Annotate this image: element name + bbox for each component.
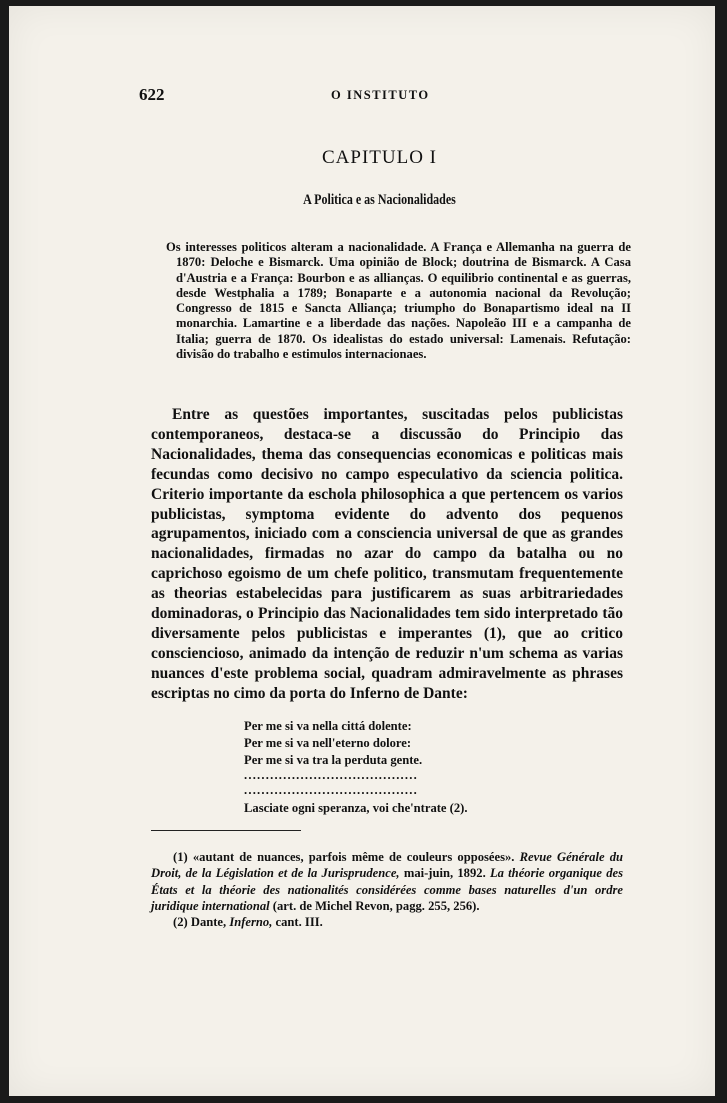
verse-line-4: Lasciate ogni speranza, voi che'ntrate (2). xyxy=(244,801,468,815)
footnote-2-number: (2) xyxy=(173,915,188,930)
chapter-summary: Os interesses politicos alteram a nacionalidade. A França e Allemanha na guerra de 1870: Deloche e Bismarck. Uma opinião de Block; doutrina de Bismarck. A Casa d'Austria e a França: Bourbon e as allianças. O equilibrio continental e as guerras, desde Westphalia a 1789; Bonaparte e a autonomia nacional da Revolução; Congresso de 1815 e Sancta Alliança; triumpho do Bonapartismo ideal na II monarchia. Lamartine e a liberdade das nações. Napoleão III e a campanha de Italia; guerra de 1870. Os idealistas do estado universal: Lamenais. Refutação: divisão do trabalho e estimulos internacionaes. xyxy=(166,240,631,362)
footnote-2-author: Dante, xyxy=(190,915,227,930)
footnote-1-work: La théorie organique des États et la théorie des nationalités considérées comme bases naturelles d'un ordre juridique international xyxy=(151,866,623,913)
footnote-1 xyxy=(151,849,623,914)
verse-ellipsis-1: ........................................ xyxy=(244,768,418,782)
footnote-2 xyxy=(151,914,623,930)
running-title: O INSTITUTO xyxy=(331,88,430,102)
verse-line-3: Per me si va tra la perduta gente. xyxy=(244,753,423,767)
footnote-1-number: (1) xyxy=(173,850,188,864)
verse-ellipsis-2: ........................................ xyxy=(244,783,418,797)
footnote-1-source: Revue Générale du Droit, de la Législation et de la Jurisprudence, xyxy=(151,850,624,881)
body-paragraph: Entre as questões importantes, suscitadas pelos publicistas contemporaneos, destaca-se a discussão do Principio das Nacionalidades, thema das consequencias economicas e politicas mais fecundas como decisivo no campo especulativo da sciencia politica. Criterio importante da eschola philosophica a que pertencem os varios publicistas, symptoma evidente do advento dos pequenos agrupamentos, iniciado com a consciencia universal de que as grandes nacionalidades, firmadas no azar do campo da batalha ou no caprichoso egoismo de um chefe politico, transmutam frequentemente as theorias estabelecidas para justificarem as suas arbitrariedades dominadoras, o Principio das Nacionalidades tem sido interpretado tão diversamente pelos publicistas e imperantes (1), que ao critico consciencioso, animado da intenção de reduzir n'um schema as varias nuances d'este problema social, quadram admiravelmente as phrases escriptas no cimo da porta do Inferno de Dante: xyxy=(151,406,623,702)
footnote-2-reference: cant. III. xyxy=(275,915,323,930)
verse-line-2: Per me si va nell'eterno dolore: xyxy=(244,736,412,750)
footnotes xyxy=(151,849,623,930)
verse-line-1: Per me si va nella cittá dolente: xyxy=(244,719,412,733)
footnote-divider xyxy=(151,830,301,831)
footnote-1-reference: (art. de Michel Revon, pagg. 255, 256). xyxy=(272,898,480,913)
page-number: 622 xyxy=(139,85,165,104)
footnote-1-quote: «autant de nuances, parfois même de couleurs opposées». xyxy=(192,850,515,864)
chapter-title: CAPITULO I xyxy=(321,147,438,168)
footnote-1-date: mai-juin, 1892. xyxy=(403,866,486,881)
footnote-2-work: Inferno, xyxy=(229,915,273,930)
section-title: A Politica e as Nacionalidades xyxy=(303,192,456,208)
